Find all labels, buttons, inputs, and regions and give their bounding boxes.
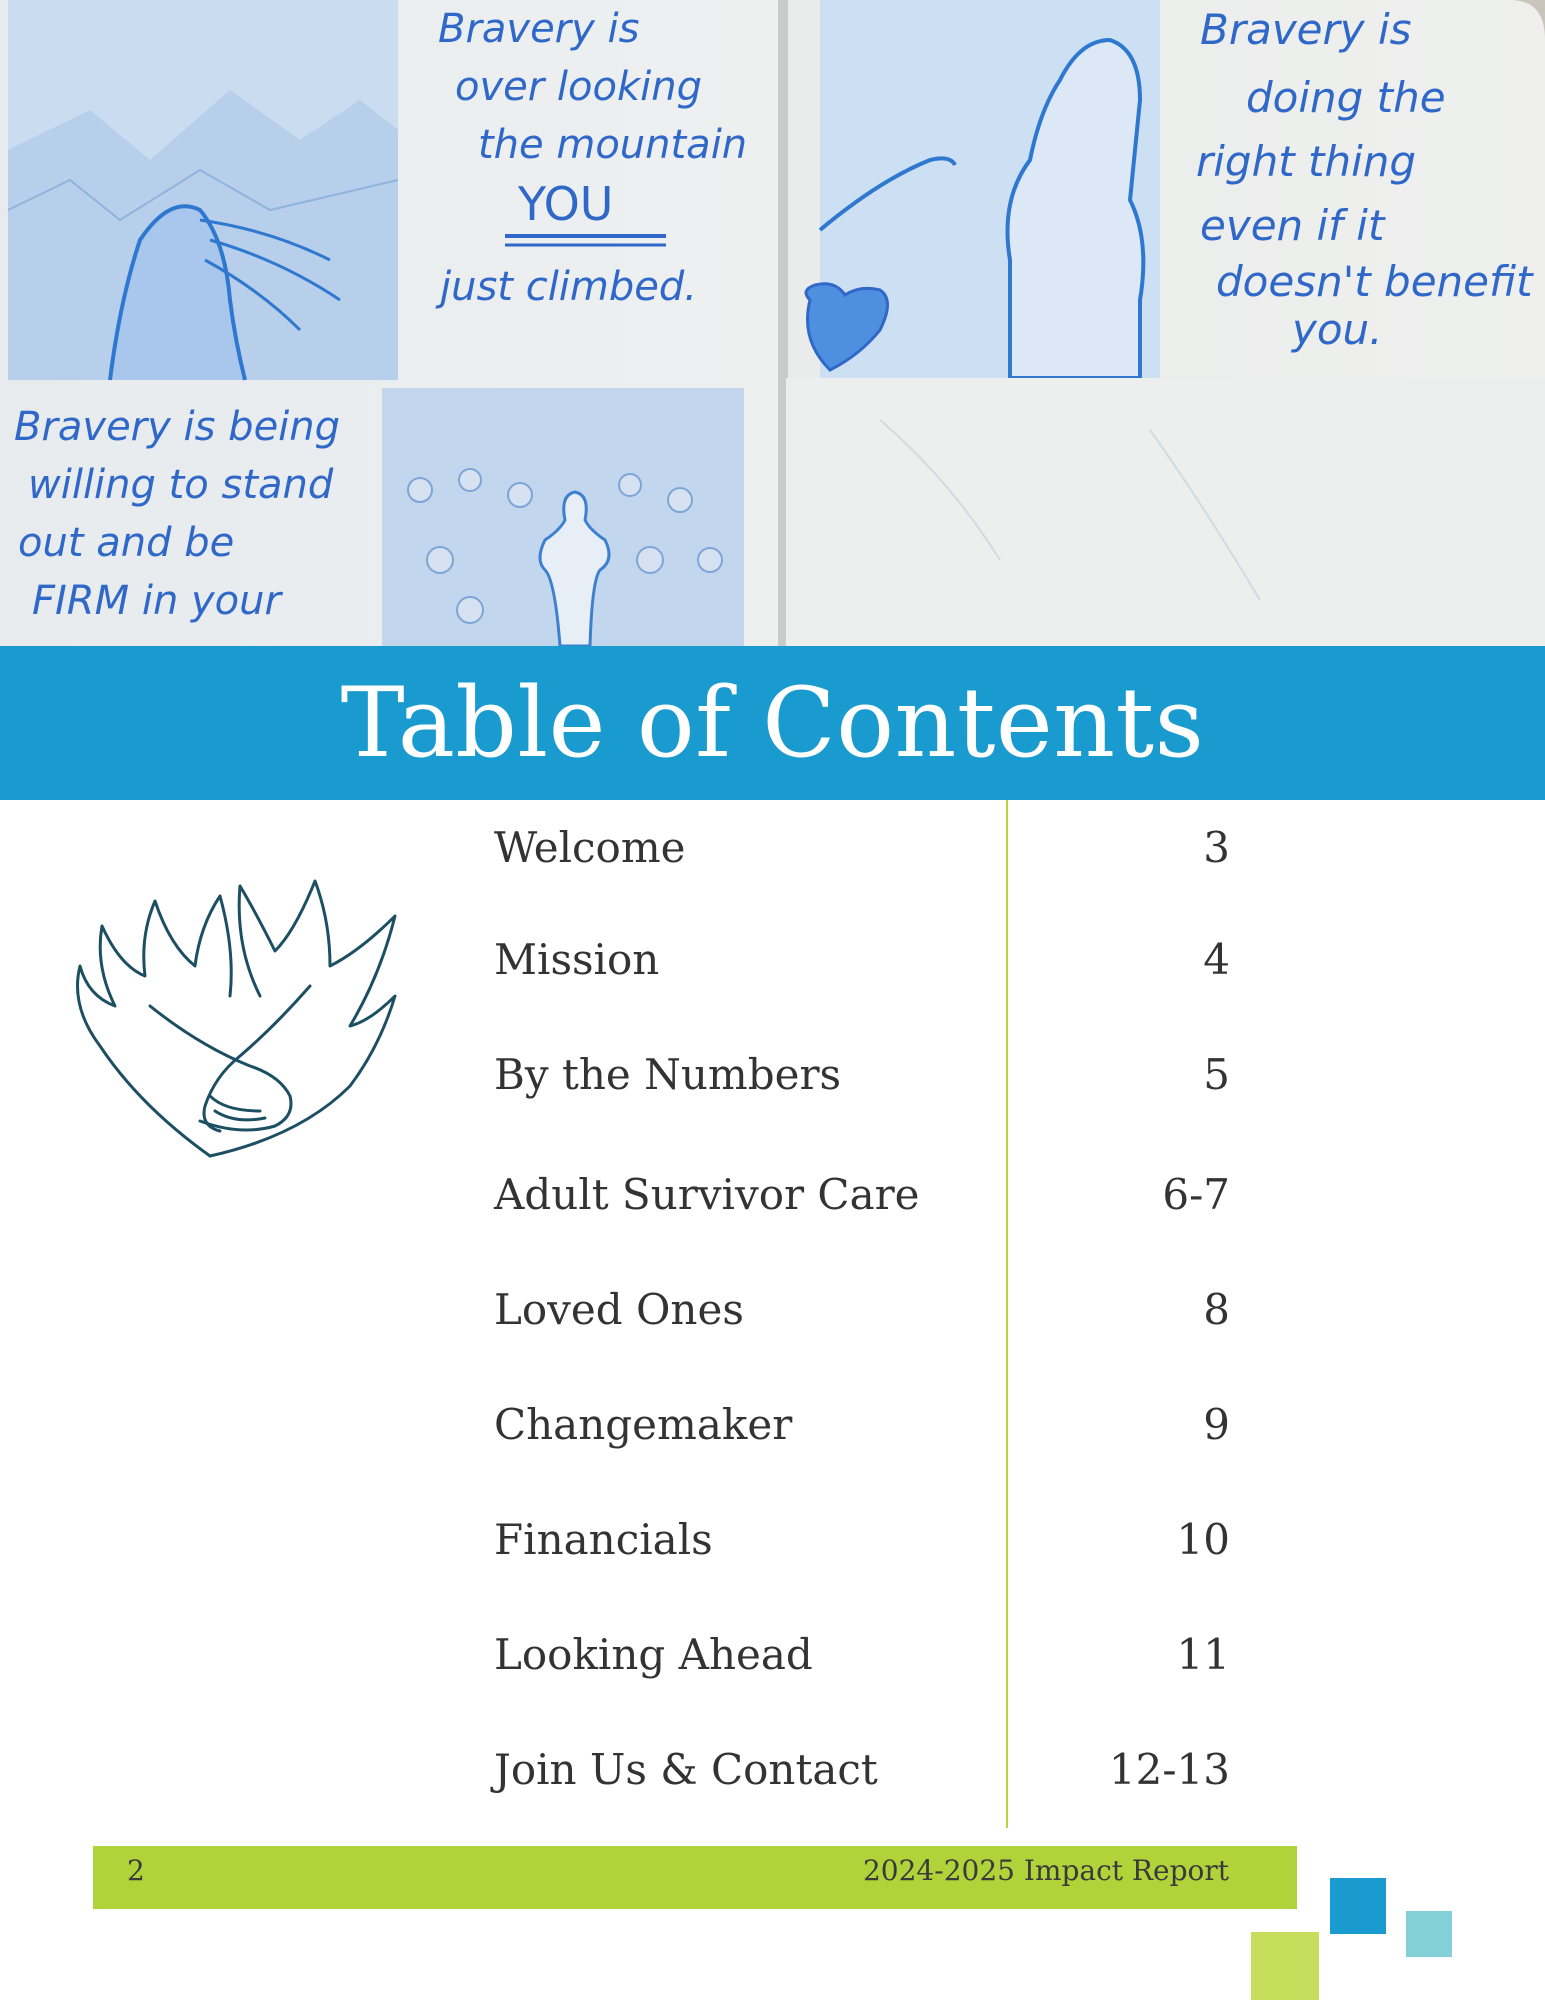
toc-entry-page: 9 (1203, 1400, 1230, 1449)
sketch-text-line: even if it (1200, 201, 1385, 250)
sketch-text-line: doing the (1246, 73, 1446, 122)
toc-row[interactable] (494, 1400, 1230, 1460)
toc-entry-page: 6-7 (1162, 1170, 1230, 1219)
sketch-text-line: Bravery is (438, 6, 640, 52)
toc-row[interactable] (494, 1745, 1230, 1805)
toc-entry-title: Welcome (494, 823, 686, 872)
sketch-text-line: willing to stand (28, 462, 334, 508)
toc-entry-title: By the Numbers (494, 1050, 842, 1099)
page-title: Table of Contents (340, 667, 1205, 779)
sketch-text-line: you. (1292, 305, 1383, 354)
sketchbook-photo (0, 0, 1545, 646)
toc-row[interactable] (494, 1285, 1230, 1345)
sketch-text-line: over looking (455, 64, 702, 110)
sketch-text-line: right thing (1196, 137, 1417, 186)
toc-entry-page: 11 (1176, 1630, 1230, 1679)
toc-entry-title: Looking Ahead (494, 1630, 813, 1679)
decorative-square-green (1251, 1932, 1319, 2000)
page-number: 2 (127, 1854, 145, 1887)
toc-row[interactable] (494, 1630, 1230, 1690)
toc-entry-page: 4 (1203, 935, 1230, 984)
toc-entry-page: 8 (1203, 1285, 1230, 1334)
toc-entry-title: Financials (494, 1515, 713, 1564)
toc-entry-page: 10 (1176, 1515, 1230, 1564)
toc-row[interactable] (494, 1170, 1230, 1230)
sketch-text-line: the mountain (478, 122, 748, 168)
decorative-square-teal (1406, 1911, 1452, 1957)
sketch-text-line: Bravery is being (14, 404, 341, 450)
toc-entry-page: 3 (1203, 823, 1230, 872)
toc-entry-title: Join Us & Contact (494, 1745, 878, 1794)
toc-row[interactable] (494, 1515, 1230, 1575)
sketch-text-line: YOU (518, 177, 614, 231)
sketch-text-line: FIRM in your (32, 578, 281, 624)
toc-entry-title: Loved Ones (494, 1285, 744, 1334)
title-band (0, 646, 1545, 800)
report-title: 2024-2025 Impact Report (862, 1854, 1229, 1887)
sketch-text-line: Bravery is (1200, 5, 1412, 54)
sketch-text-line: out and be (18, 520, 235, 566)
sketch-text-line: doesn't benefit (1216, 257, 1533, 306)
toc-entry-title: Adult Survivor Care (494, 1170, 920, 1219)
toc-entry-title: Mission (494, 935, 660, 984)
toc-entry-title: Changemaker (494, 1400, 793, 1449)
toc-row[interactable] (494, 935, 1230, 995)
toc-row[interactable] (494, 1050, 1230, 1110)
footer-bar (93, 1846, 1297, 1909)
toc-entry-page: 5 (1203, 1050, 1230, 1099)
toc-row[interactable] (494, 823, 1230, 883)
toc-entry-page: 12-13 (1108, 1745, 1230, 1794)
decorative-square-blue (1330, 1878, 1386, 1934)
sketch-text-line: just climbed. (440, 264, 697, 310)
winged-hands-icon (60, 856, 410, 1166)
